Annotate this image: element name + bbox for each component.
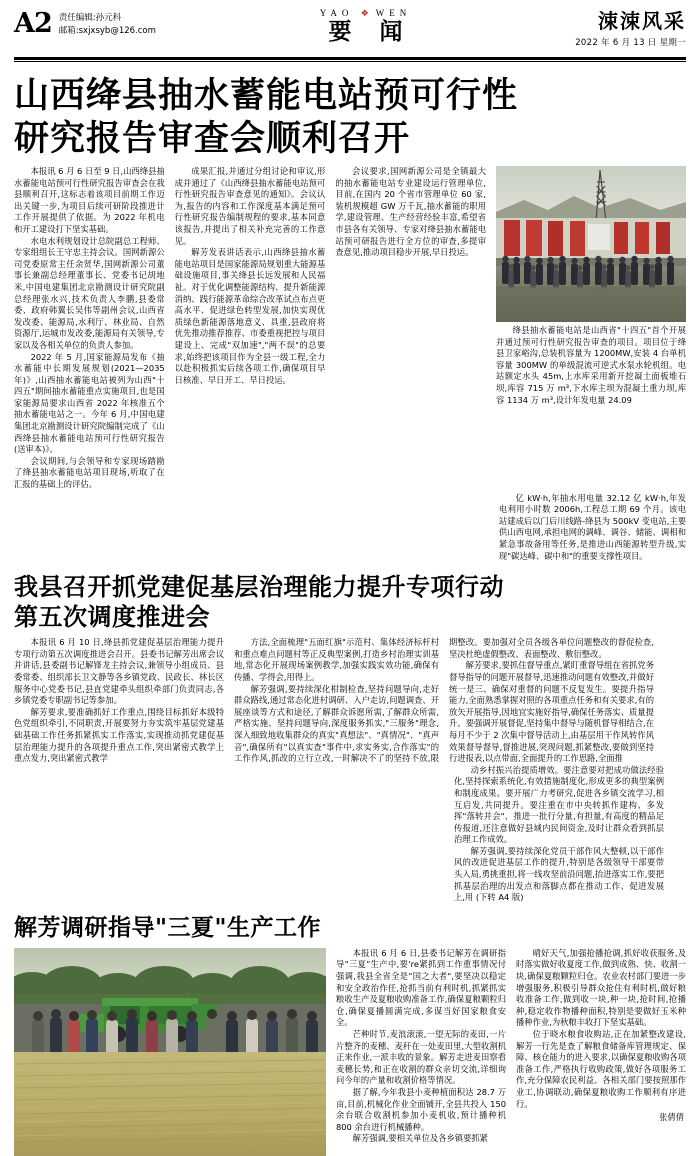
article3-para: 本报讯 6 月 6 日,县委书记解芳在调研指导"三夏"生产中,要're紧抓到工作重事情况付强调,我县全省全是"国之大者",要坚决以稳定和安全政治作任,抢抓当前有利时机,抓紧抓实粮收生产及夏粮收购准备工作,确保夏粮颗粒归仓,确保夏播圆满完成,多谋当好国家粮食安全。 — [336, 947, 506, 1028]
article2-columns — [0, 637, 700, 765]
article1-col2 — [175, 166, 326, 386]
article2-columns-b — [0, 765, 700, 904]
article1-caption-cont-row — [0, 493, 700, 563]
email-line: 邮箱:sxjxsyb@126.com — [58, 26, 156, 36]
article1-para: 水电水利规划设计总院副总工程师、专家组组长王守忠主持会议。国网新源公司党委原常主任余贤华,国网新源公司董事长兼副总经理董事长、党委书记胡地米,中国电建集团北京勘测设计研究院副总经理张水兴,技术负责人李鹏,县委常委、政府韩翼长吴伟等副州会议,山西省发改委、能源局,水利厅、林业局、自然资源厅,运城市发改委,能源局有关领导,专家以及各相关单位的负责人参加。 — [14, 235, 165, 350]
article3-para: 位于晓水粮食收购站,正在加紧整改建设,解芳一行先是查了解粮食储备库管理规定、保障、核仓能力的进入要求,以确保夏粮收购各项准备工作,严格执行收购政策,做好各项服务工作,充分保障农民利益。各相关部门要按照那作业工,协调联动,确保夏粮收购工作顺利有序进行。 — [516, 1029, 686, 1109]
people-row — [32, 1009, 318, 1054]
article1-para: 成果汇报,并通过分组讨论和审议,形成并通过了《山西绛县抽水蓄能电站预可行性研究报告审查意见的通知》。会议认为,报告的内容和工作深度基本满足预可行性研究报告编制规程的要求,基本同意该报告,并提出了相关补充完善的工作意见。 — [174, 166, 326, 246]
masthead-credits — [59, 10, 156, 38]
article2-para: 方法,全面梳理"五面红旗"示范村、集体经济标杆村和重点难点问题村等正反典型案例,打造乡村治理实训基地,常态化开展现场案例教学,加强实践实效功能,确保有传播、学得会,用得上。 — [234, 637, 439, 682]
page-number: A2 — [14, 8, 52, 39]
article3-photo — [14, 948, 326, 1156]
article1-para: 2022 年 5 月,国家能源局发布《抽水蓄能中长期发展规划(2021—2035 年)》,山西抽水蓄能电站被列为山西"十四五"期间抽水蓄能重点实施项目,也是国家能源局要求山西省 2022 年核准五个抽水蓄能电站之一。今年 6 月,中国电建集团北京勘测设计研究院编制完成了《山西绛县抽水蓄能电站预可行性研究报告(送审本)》。 — [14, 351, 165, 455]
article1-photo-caption-cont — [499, 493, 686, 563]
article2-para: 动乡村振兴治提质增效。要注意要对把成功做法经验化,坚持探索系统化,有效措施制度化,形成更多的典型案例和制度成果。要开展广力考研究,促进各乡镇交流学习,相互启发,共同提升。要注重在市中央转抓作建构、多发挥"落转并会"、推进一批行分量,有担量,有高度的精品足传报道,还注意做好县域内民间资金,及时让群众看到抓层治理工作成效。 — [454, 764, 664, 845]
article1-headline-line2: 研究报告审查会顺利召开 — [14, 118, 411, 159]
article3-signoff: 张倩倩 — [659, 1112, 684, 1123]
article1-caption-para: 亿 kW·h,年抽水用电量 32.12 亿 kW·h,年发电利用小时数 2006h,工程总工期 69 个月。该电站建成后以门后川线路-绛县为 500kV 变电站,主要供山西电网,承担电网的调峰、调谷、储能、调相和紧急事故备用等任务,是推进山西能源转型升级,实现"碳达峰、碳中和"的重要支撑性项目。 — [498, 492, 686, 561]
article2-para: 解芳强调,要持续深化柑制检查,坚持问题导向,走好群众路线,通过常态化进村调研、入户走访,问题调查、开展座谈等方式和途径,了解群众诉愿所需,了解群众所需,严格实施、坚持问题导向,深度服务抓实,"三服务"理念,深入细致地收集群众的真实"真想法"、"真情况"、"真声音",确保所有"以真实查"事件中,求实务实,合作落实"的工作作风,抓改的立行立改,一时解决不了的坚持不放,限期整改。要加强对全员各级各单位问题整改的督促检查,坚决杜绝虚假整改、表面整改、敷衍整改。 — [234, 637, 654, 764]
section-title: 要 闻 — [328, 18, 413, 45]
article3-para: 芒种时节,麦浪滚滚,一望无际的麦田,一片片整齐的麦穗、麦秆在一处麦田里,大型收割机正来作业,一派丰收的景象。解芳走进麦田察看麦穗长势,和正在收割的群众亲切交流,详细询问今年的产量和收割价格等情况。 — [336, 1029, 506, 1086]
article1-col1 — [14, 166, 165, 491]
article2-para: 解芳要求,要抓住督导重点,紧盯重督导组在省抓党务督导指导的问题开展督导,迅速推动问题有效整改,并做好统一是三、确保对重督的问题不反复发生。要提升指导能力,全面熟悉掌握对照的各项重点任务和有关要求,有的放矢开展指导,因地宜实施好指导,确保任务落实、质量提升。要强调开展督促,坚持集中督导与随机督导相结合,在每月不少于 2 次集中督导活动上,由基层用干作风转作风效果督导督导,督推进展,突现问题,抓紧整改,要做到坚持行进报表,以点带面,全面提升的工作思路,全面推 — [449, 660, 654, 764]
section-pinyin: YAO ❖ WEN — [319, 8, 412, 18]
article3-para: 解芳强调,要相关单位及各乡镇要抓紧 — [352, 1133, 488, 1144]
article1-para: 会议要求,国网新源公司是全镇最大的抽水蓄能电站专业建设运行管理单位,目前,在国内 20 个省市管理单位 60 家,装机规模超 GW 万千瓦,抽水蓄能的职用学,建设管理、生产经营经验丰富,希望省市县各有关领导、专家对绛县抽水蓄能电站预可研报告进行全方位的审查,多提审查意见,推动项目稳步开展,早日投运。 — [335, 166, 487, 258]
editor-line: 责任编辑:孙元科 — [58, 13, 122, 23]
article1-col3 — [335, 166, 486, 259]
article2-headline-line1: 我县召开抓党建促基层治理能力提升专项行动 — [14, 572, 504, 602]
article3-col2 — [516, 948, 686, 1124]
article3-para: 晴好天气,加强抢播抢调,抓好收获服务,及时落实做好收夏度工作,做到成熟、快、收割一块,确保夏粮颗粒归仓。农业农村部门要进一步增强服务,积极引导群众抢住有利时机,做好粮收准备工作,做到收一块,种一块,抢时间,抢播种,稳定收作物播种面积,特别是要做好玉米种播种作业,为秋粮丰收打下坚实基础。 — [516, 947, 686, 1028]
masthead-right — [575, 10, 686, 48]
article1-headline — [0, 62, 700, 166]
masthead-center — [156, 8, 575, 45]
article2-headline — [0, 562, 700, 637]
article1-headline-line1: 山西绛县抽水蓄能电站预可行性 — [14, 75, 519, 116]
article1-para: 解芳发表讲话表示,山西绛县抽水蓄能电站项目是国家能源局规划重大能源基础设施项目,事关绛县长远发展和人民福祉。对于优化调整能源结构、提升新能源消纳、践行能源革命综合改革试点布点更高水平、促进绿色转型发展,加快实现优质绿色新能源落地意义、具重,县政府将优先推动推荐推荐、市委重视把控与项目建设上、完成"双加速","两不误"的总要求,始终把该项目作为全县一级工程,全力以赴积极抓实后续各项工作,确保项目早日核准、早日开工、早日投运。 — [174, 247, 326, 385]
article2-headline-line2: 第五次调度推进会 — [14, 602, 210, 632]
article2-col1 — [14, 637, 224, 765]
article1-photo — [496, 166, 686, 322]
article2-para: 解芳强调,要持续深化党员干部作风大整顿,以干部作风的改进促进基层工作的提升,特别是各级领导干部要带头入局,勇挑重担,将一线攻坚前沿问题,抬进落实工作,要把抓基层治理的出发点和落脚点都在推动工作、促进发展上,用 (下转 A4 版) — [454, 845, 664, 903]
article3-para: 据了解,今年我县小麦种植面积达 28.7 万亩,目前,机械化作业全面铺开,全县共投入 150 余台联合收割机参加小麦机收,预计播种机 800 余台进行机械播种。 — [336, 1086, 506, 1132]
photo-illustration-field — [14, 948, 326, 1156]
article2-col3 — [454, 765, 664, 904]
article3-columns — [0, 948, 700, 1156]
article1-para: 本报讯 6 月 6 日至 9 日,山西绛县抽水蓄能电站预可行性研究报告审查会在我县顺利召开,这标志着该项目前期工作迈出关键一步,为项目后续可研阶段推进计工作开展提供了依据。为 2022 年机电和开工建设打下坚实基础。 — [14, 166, 165, 234]
masthead-rule-thick — [14, 57, 686, 60]
article3-col1 — [336, 948, 506, 1145]
article2-col2 — [234, 637, 654, 765]
article1-columns — [0, 166, 700, 491]
masthead-left — [14, 10, 156, 38]
article2-para: 解芳要求,要准确抓好工作重点,围绕目标抓好本级特色党组织牵引,不同职责,开展要努力夯实筑牢基层党建基础基础工作任务抓紧抓实工作落实,实现推动抓党建促基层治理能力提升的各项提升重点工作,突出紧密式教学上重点发力,突出紧密式教学 — [14, 706, 224, 764]
masthead — [0, 0, 700, 56]
article1-para: 会议期间,与会领导和专家现场踏勘了绛县抽水蓄能电站项目现场,听取了在汇报的基础上的评估。 — [14, 455, 165, 490]
publication-date: 2022 年 6 月 13 日 星期一 — [575, 38, 686, 48]
article3-headline: 解芳调研指导"三夏"生产工作 — [14, 913, 321, 941]
photo-illustration — [496, 166, 686, 322]
article1-photo-caption: 绛县抽水蓄能电站是山西省"十四五"首个开展并通过预可行性研究报告审查的项目。项目位于绛县卫家峪沟,总装机容量为 1200MW,安装 4 台单机容量 300MW 的单级混流可逆式水泵水轮机组。电站额定水头 45m,上水库采用新开挖凝土面板堆石坝,库容 715 万 m³,下水库主坝为混凝土重力坝,库容 1134 万 m³,设计年发电量 24.09 — [496, 325, 687, 405]
article2-para: 本报讯 6 月 10 日,绛县抓党建促基层治理能力提升专项行动第五次调度推进会召开。县委书记解芳出席会议并讲话,县委副书记解锋龙主持会议,兼领导小组成员、县委常委、组织部长卫文静等各乡镇党政、民政长、林长区服务中心党委书记,县直党建牵头组织牵部门负责同志,各乡镇党委专职副书记等参加。 — [14, 637, 224, 706]
article1-photo-block — [496, 166, 686, 406]
brand-title: 涑涑风采 — [598, 9, 686, 33]
